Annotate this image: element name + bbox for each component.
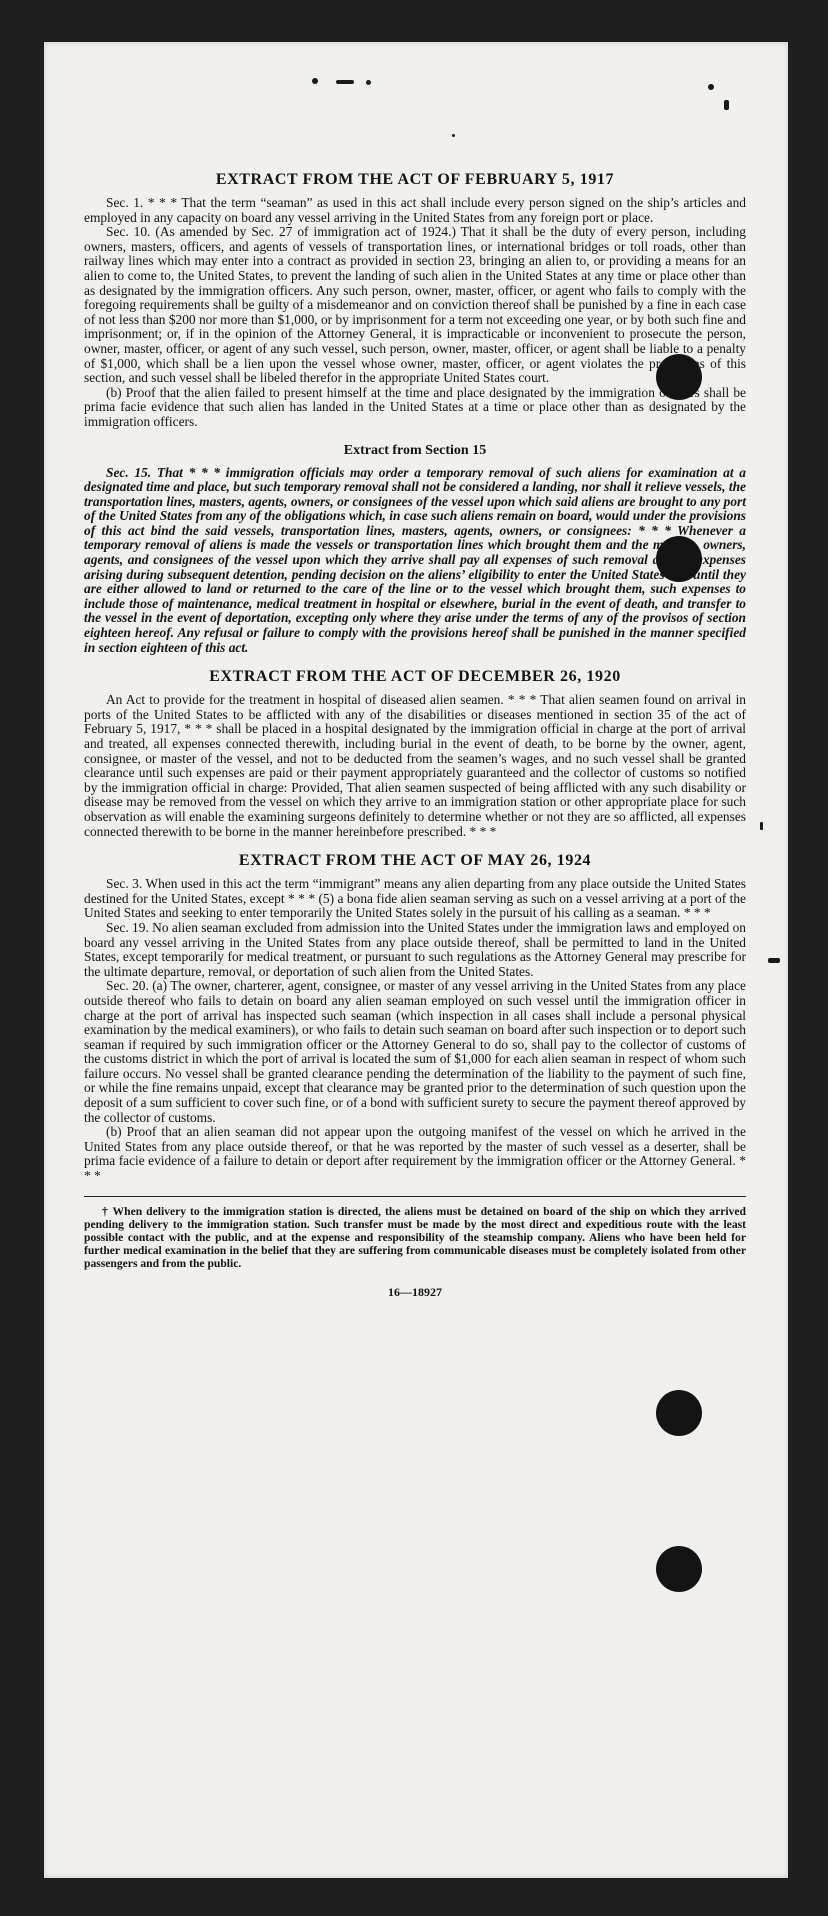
- heading-act-1924: EXTRACT FROM THE ACT OF MAY 26, 1924: [238, 852, 592, 870]
- scan-speck: [452, 134, 455, 137]
- section-act-1917: [84, 170, 746, 430]
- scan-speck: [724, 100, 729, 110]
- page-number: 16—18927: [388, 1284, 442, 1299]
- scan-speck: [708, 84, 714, 90]
- paragraph-sec-1: Sec. 1. * * * That the term “seaman” as used in this act shall include every person signed on the ship’s articles and employed in any capacity on board any vessel arriving in the United States from any foreign port or place.: [84, 195, 746, 225]
- paragraph-act-1920: An Act to provide for the treatment in hospital of diseased alien seamen. * * * That alien seamen found on arrival in ports of the United States to be afflicted with any of the disabilities or diseases mentioned in section 35 of the act of February 5, 1917, * * * shall be placed in a hospital designated by the immigration official in charge at the port of arrival and treated, all expenses connected therewith, including burial in the event of death, to be borne by the owner, agent, consignee, or master of the vessel, and not to be deducted from the seamen’s wages, and no such vessel shall be granted clearance until such expenses are paid or their payment appropriately guaranteed and the collector of customs so notified by the immigration official in charge: Provided, That alien seamen suspected of being afflicted with any such disability or disease may be removed from the vessel on which they arrive to an immigration station or other appropriate place for such observation as will enable the examining surgeons definitely to determine whether or not they are so afflicted, all expenses connected therewith to be borne in the manner hereinbefore prescribed. * * *: [84, 692, 746, 839]
- paragraph-sec-20-b: (b) Proof that an alien seaman did not appear upon the outgoing manifest of the vessel on which he arrived in the United States from any place outside thereof, or that he was reported by the master of such vessel as a deserter, shall be prima facie evidence of a failure to detain or deport after requirement by the immigration officer or the Attorney General. * * *: [84, 1124, 746, 1184]
- paragraph-sec-15: Sec. 15. That * * * immigration officials may order a temporary removal of such aliens for examination at a designated time and place, but such temporary removal shall not be considered a landing, nor shall it relieve vessels, the transportation lines, masters, agents, owners, or consignees of the vessel upon which said aliens are brought to any port of the United States from any of the obligations which, in case such aliens remain on board, would under the provisions of this act bind the said vessels, transportation lines, masters, agents, owners, or consignees: * * * Whenever a temporary removal of aliens is made the vessels or transportation lines which brought them and the masters, owners, agents, and consignees of the vessel upon which they arrive shall pay all expenses of such removal and all expenses arising during subsequent detention, pending decision on the aliens’ eligibility to enter the United States and until they are either allowed to land or returned to the care of the line or to the vessel which brought them, such expenses to include those of maintenance, medical treatment in hospital or elsewhere, burial in the event of death, and transfer to the vessel in the event of deportation, excepting only where they arise under the terms of any of the provisos of section eighteen hereof. Any refusal or failure to comply with the provisions hereof shall be punished in the manner specified in section eighteen of this act.: [84, 464, 746, 655]
- paragraph-sec-10: Sec. 10. (As amended by Sec. 27 of immigration act of 1924.) That it shall be the duty of every person, including owners, masters, officers, and agents of vessels of transportation lines, or international bridges or toll roads, other than railway lines which may enter into a contract as provided in section 23, bringing an alien to, or providing a means for an alien to come to, the United States, to prevent the landing of such alien in the United States at any time or place other than as designated by the immigration officers. Any such person, owner, master, officer, or agent who fails to comply with the foregoing requirements shall be guilty of a misdemeanor and on conviction thereof shall be punished by a fine in each case of not less than $200 nor more than $1,000, or by imprisonment for a term not exceeding one year, or by both such fine and imprisonment; or, if in the opinion of the Attorney General, it is impracticable or inconvenient to prosecute the person, owner, master, officer, or agent of any such vessel, such person, owner, master, officer, or agent shall be liable to a penalty of $1,000, which shall be a lien upon the vessel whose owner, master, officer, or agent violates the provisions of this section, and such vessel shall be libeled therefor in the appropriate United States court.: [84, 224, 746, 386]
- footnote: † When delivery to the immigration station is directed, the aliens must be detained on board of the ship on which they arrived pending delivery to the immigration station. Such transfer must be made by the most direct and expeditious route with the least possible contact with the public, and at the expense and responsibility of the steamship company. Aliens who have been held for further medical examination in the belief that they are suffering from communicable diseases must be completely isolated from other passengers and from the public.: [84, 1204, 746, 1271]
- document-content: [84, 170, 746, 1300]
- footnote-divider: [84, 1196, 746, 1197]
- paragraph-sec-20-a: Sec. 20. (a) The owner, charterer, agent, consignee, or master of any vessel arriving in the United States from any place outside thereof who fails to detain on board any alien seaman employed on such vessel until the immigration officer in charge at the port of arrival has inspected such seaman (which inspection in all cases shall include a personal physical examination by the medical examiners), or who fails to detain such seaman on board after such inspection or to deport such seaman if required by such immigration officer or the Attorney General to do so, shall pay to the collector of customs of the customs district in which the port of arrival is located the sum of $1,000 for each alien seaman in respect of whom such failure occurs. No vessel shall be granted clearance pending the determination of the liability to the payment of such fine, or while the fine remains unpaid, except that clearance may be granted prior to the determination of such question upon the deposit of a sum sufficient to cover such fine, or of a bond with sufficient surety to secure the payment thereof approved by the collector of customs.: [84, 978, 746, 1125]
- scan-speck: [366, 80, 371, 85]
- scan-speck: [336, 80, 354, 84]
- paragraph-sec-19: Sec. 19. No alien seaman excluded from admission into the United States under the immigration laws and employed on board any vessel arriving in the United States from any place outside thereof, shall be permitted to land in the United States, except temporarily for medical treatment, or pursuant to such regulations as the Attorney General may prescribe for the ultimate departure, removal, or deportation of such alien from the United States.: [84, 919, 746, 979]
- paragraph-sec-3: Sec. 3. When used in this act the term “immigrant” means any alien departing from any place outside the United States destined for the United States, except * * * (5) a bona fide alien seaman serving as such on a vessel arriving at a port of the United States and seeking to enter temporarily the United States solely in the pursuit of his calling as a seaman. * * *: [84, 876, 746, 921]
- scan-speck: [760, 822, 763, 830]
- heading-act-1920: EXTRACT FROM THE ACT OF DECEMBER 26, 1920: [209, 668, 621, 686]
- punch-hole: [656, 1546, 702, 1592]
- heading-act-1917: EXTRACT FROM THE ACT OF FEBRUARY 5, 1917: [215, 171, 615, 188]
- section-15: [84, 442, 746, 656]
- scan-speck: [312, 78, 318, 84]
- document-page: [44, 42, 788, 1878]
- section-act-1920: [84, 667, 746, 839]
- paragraph-sec-10-b: (b) Proof that the alien failed to present himself at the time and place designated by the immigration officers shall be prima facie evidence that such alien has landed in the United States at a time or place other than as designated by the immigration officers.: [84, 384, 746, 429]
- punch-hole: [656, 1390, 702, 1436]
- scan-speck: [768, 958, 780, 963]
- heading-section-15: Extract from Section 15: [343, 442, 487, 458]
- section-act-1924: [84, 851, 746, 1183]
